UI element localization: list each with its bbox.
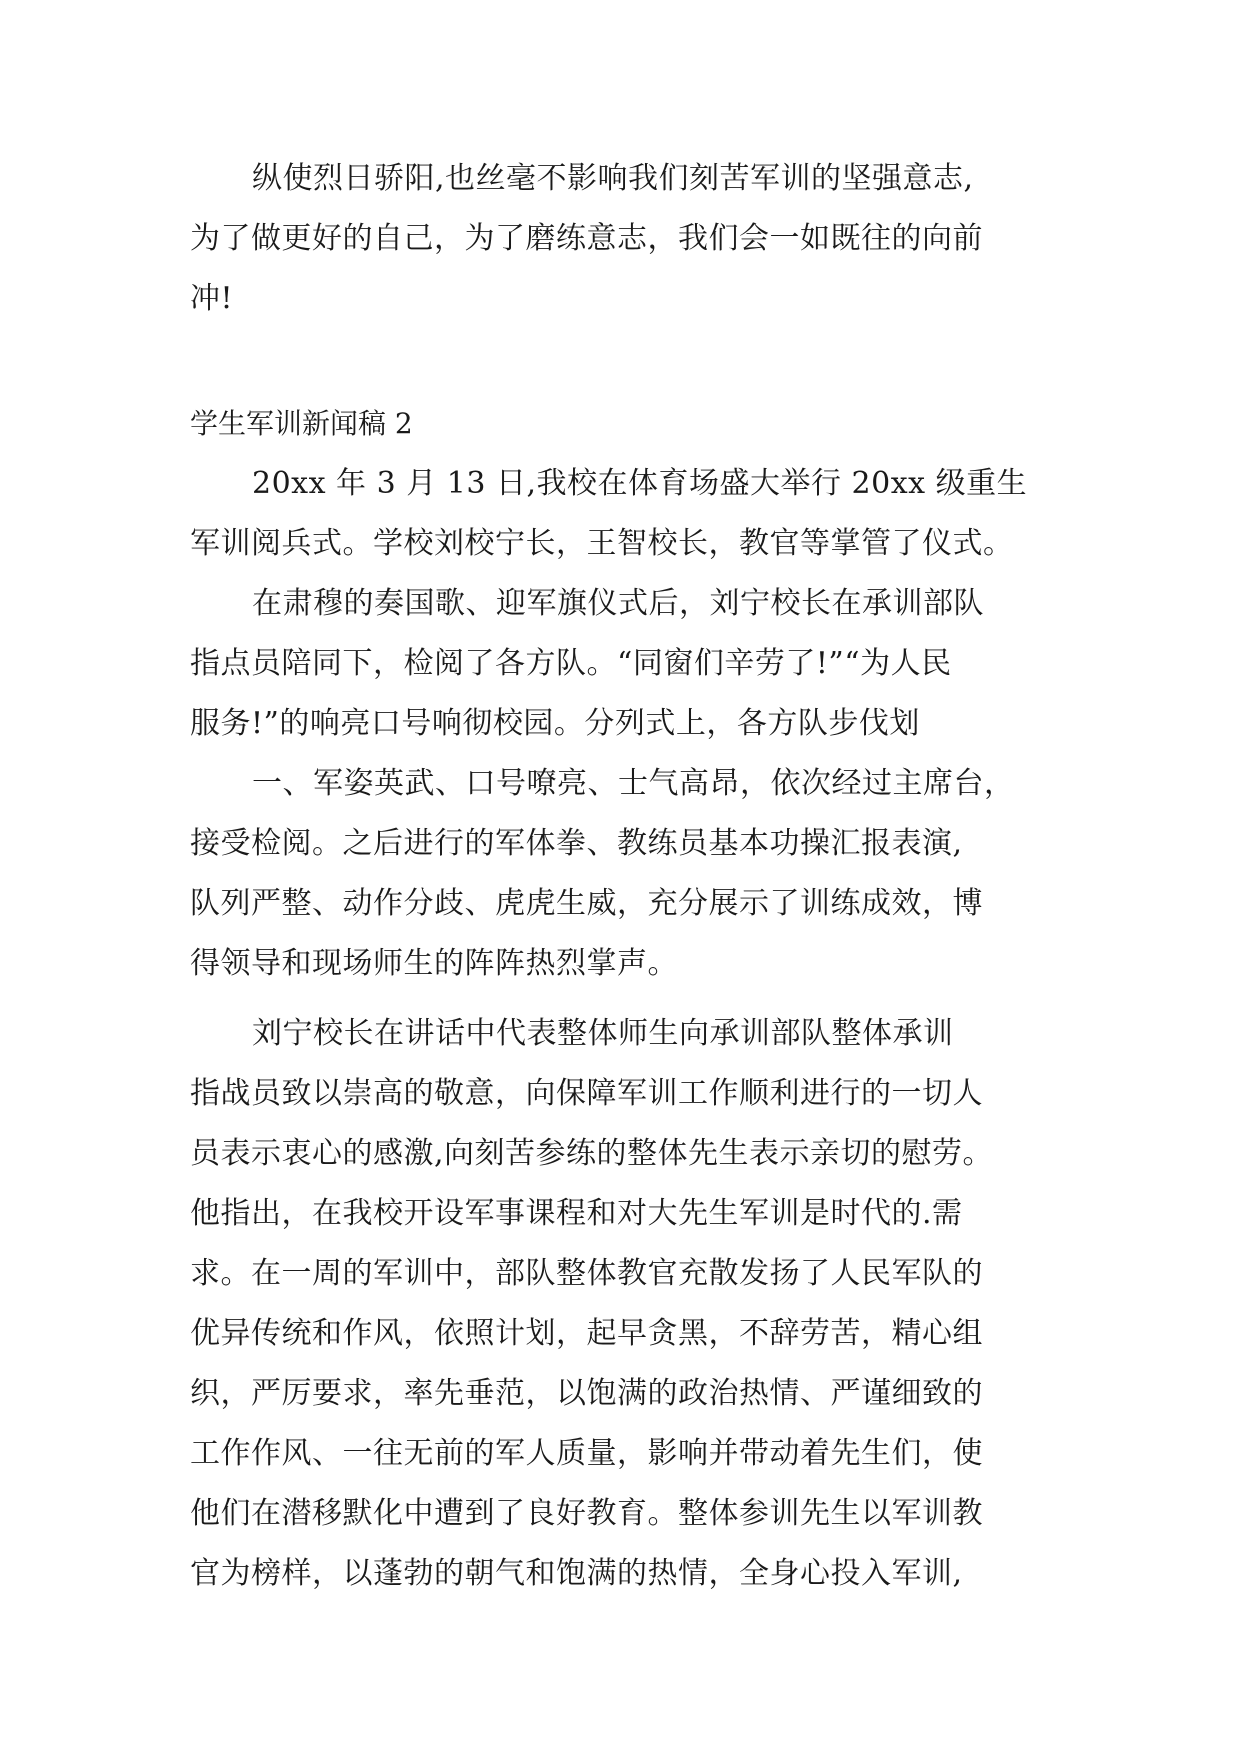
paragraph-line: 纵使烈日骄阳,也丝毫不影响我们刻苦军训的坚强意志,	[252, 161, 974, 196]
paragraph-line: 冲!	[190, 281, 234, 316]
paragraph-line: 指点员陪同下，检阅了各方队。“同窗们辛劳了!”“为人民	[190, 646, 952, 681]
paragraph-line: 接受检阅。之后进行的军体拳、教练员基本功操汇报表演,	[190, 826, 963, 861]
paragraph-line: 得领导和现场师生的阵阵热烈掌声。	[190, 946, 678, 981]
paragraph-line: 在肃穆的奏国歌、迎军旗仪式后，刘宁校长在承训部队	[252, 586, 984, 621]
paragraph-line: 队列严整、动作分歧、虎虎生威，充分展示了训练成效，博	[190, 886, 983, 921]
paragraph-line: 官为榜样，以蓬勃的朝气和饱满的热情，全身心投入军训,	[190, 1556, 963, 1591]
paragraph-line: 织，严厉要求，率先垂范，以饱满的政治热情、严谨细致的	[190, 1376, 983, 1411]
paragraph-line: 优异传统和作风，依照计划，起早贪黑，不辞劳苦，精心组	[190, 1316, 983, 1351]
paragraph-line: 工作作风、一往无前的军人质量，影响并带动着先生们，使	[190, 1436, 983, 1471]
section-heading: 学生军训新闻稿 2	[190, 407, 413, 440]
paragraph-line: 他们在潜移默化中遭到了良好教育。整体参训先生以军训教	[190, 1496, 983, 1531]
paragraph-line: 他指出，在我校开设军事课程和对大先生军训是时代的.需	[190, 1196, 963, 1231]
paragraph-line: 军训阅兵式。学校刘校宁长，王智校长，教官等掌管了仪式。	[190, 526, 1014, 561]
paragraph-line: 服务!”的响亮口号响彻校园。分列式上，各方队步伐划	[190, 706, 920, 741]
paragraph-line: 20xx 年 3 月 13 日,我校在体育场盛大举行 20xx 级重生	[252, 466, 1028, 501]
paragraph-line: 一、军姿英武、口号嘹亮、士气高昂，依次经过主席台，	[252, 766, 1015, 801]
paragraph-line: 指战员致以崇高的敬意，向保障军训工作顺利进行的一切人	[190, 1076, 983, 1111]
paragraph-line: 求。在一周的军训中，部队整体教官充散发扬了人民军队的	[190, 1256, 983, 1291]
paragraph-line: 员表示衷心的感激,向刻苦参练的整体先生表示亲切的慰劳。	[190, 1136, 994, 1171]
paragraph-line: 刘宁校长在讲话中代表整体师生向承训部队整体承训	[252, 1016, 954, 1051]
paragraph-line: 为了做更好的自己，为了磨练意志，我们会一如既往的向前	[190, 221, 983, 256]
